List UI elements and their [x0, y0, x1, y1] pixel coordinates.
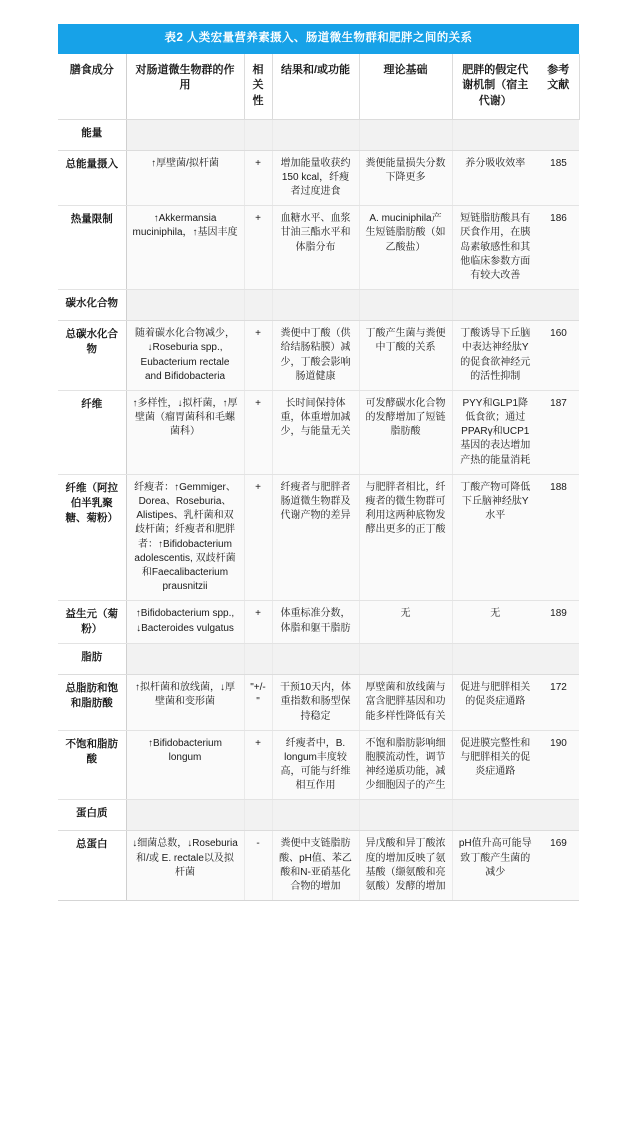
section-filler-cell: [244, 800, 272, 831]
column-header-5: 肥胖的假定代谢机制（宿主代谢）: [452, 54, 538, 119]
cell-mechanism: 丁酸诱导下丘脑中表达神经肽Y的促食欲神经元的活性抑制: [452, 321, 538, 391]
table-row: [58, 206, 579, 290]
cell-correlation: +: [244, 730, 272, 800]
cell-mechanism: 无: [452, 601, 538, 644]
section-row: [58, 290, 579, 321]
cell-reference: 186: [538, 206, 579, 290]
table-row: [58, 601, 579, 644]
column-header-2: 相关性: [244, 54, 272, 119]
section-filler-cell: [126, 290, 244, 321]
cell-component: 总能量摄入: [58, 150, 126, 206]
cell-rationale: 异戊酸和异丁酸浓度的增加反映了氨基酸（缬氨酸和亮氨酸）发酵的增加: [359, 831, 452, 901]
section-filler-cell: [538, 644, 579, 675]
cell-correlation: "+/-": [244, 675, 272, 731]
cell-correlation: +: [244, 321, 272, 391]
section-filler-cell: [244, 290, 272, 321]
cell-outcome: 血糖水平、血浆甘油三酯水平和体脂分布: [272, 206, 359, 290]
cell-effect: ↑拟杆菌和放线菌，↓厚壁菌和变形菌: [126, 675, 244, 731]
cell-outcome: 干预10天内，体重指数和肠型保持稳定: [272, 675, 359, 731]
section-label: 蛋白质: [58, 800, 126, 831]
section-label: 能量: [58, 119, 126, 150]
cell-correlation: -: [244, 831, 272, 901]
section-filler-cell: [126, 119, 244, 150]
cell-rationale: A. muciniphila产生短链脂肪酸（如乙酸盐）: [359, 206, 452, 290]
section-row: [58, 644, 579, 675]
cell-correlation: +: [244, 474, 272, 601]
cell-component: 益生元（菊粉）: [58, 601, 126, 644]
table-header-row: [58, 54, 579, 119]
table-row: [58, 675, 579, 731]
cell-correlation: +: [244, 206, 272, 290]
cell-component: 总碳水化合物: [58, 321, 126, 391]
cell-outcome: 粪便中支链脂肪酸、pH值、苯乙酸和N-亚硝基化合物的增加: [272, 831, 359, 901]
column-header-6: 参考文献: [538, 54, 579, 119]
section-filler-cell: [244, 644, 272, 675]
nutrient-microbiome-obesity-table: [58, 54, 580, 901]
cell-component: 纤维（阿拉伯半乳聚糖、菊粉）: [58, 474, 126, 601]
cell-effect: ↑Bifidobacterium longum: [126, 730, 244, 800]
table-row: [58, 831, 579, 901]
section-filler-cell: [272, 644, 359, 675]
section-row: [58, 119, 579, 150]
cell-outcome: 纤瘦者中，B. longum丰度较高，可能与纤维相互作用: [272, 730, 359, 800]
cell-mechanism: 促进膜完整性和与肥胖相关的促炎症通路: [452, 730, 538, 800]
cell-outcome: 体重标准分数，体脂和躯干脂肪: [272, 601, 359, 644]
table-row: [58, 390, 579, 474]
cell-reference: 189: [538, 601, 579, 644]
cell-mechanism: PYY和GLP1降低食欲；通过PPARγ和UCP1基因的表达增加产热的能量消耗: [452, 390, 538, 474]
cell-mechanism: 养分吸收效率: [452, 150, 538, 206]
section-filler-cell: [272, 290, 359, 321]
section-filler-cell: [126, 644, 244, 675]
section-filler-cell: [538, 800, 579, 831]
cell-mechanism: 丁酸产物可降低下丘脑神经肽Y水平: [452, 474, 538, 601]
cell-correlation: +: [244, 601, 272, 644]
cell-rationale: 厚壁菌和放线菌与富含肥胖基因和功能多样性降低有关: [359, 675, 452, 731]
section-label: 脂肪: [58, 644, 126, 675]
cell-reference: 185: [538, 150, 579, 206]
cell-effect: ↑厚壁菌/拟杆菌: [126, 150, 244, 206]
cell-component: 纤维: [58, 390, 126, 474]
cell-correlation: +: [244, 390, 272, 474]
table-row: [58, 474, 579, 601]
cell-correlation: +: [244, 150, 272, 206]
cell-outcome: 粪便中丁酸（供给结肠粘膜）减少，丁酸会影响肠道健康: [272, 321, 359, 391]
cell-reference: 187: [538, 390, 579, 474]
cell-mechanism: pH值升高可能导致丁酸产生菌的减少: [452, 831, 538, 901]
section-filler-cell: [359, 644, 452, 675]
column-header-3: 结果和/或功能: [272, 54, 359, 119]
section-filler-cell: [452, 119, 538, 150]
cell-reference: 160: [538, 321, 579, 391]
table-row: [58, 150, 579, 206]
column-header-1: 对肠道微生物群的作用: [126, 54, 244, 119]
cell-component: 热量限制: [58, 206, 126, 290]
cell-outcome: 长时间保持体重，体重增加减少，与能量无关: [272, 390, 359, 474]
cell-outcome: 增加能量收获约150 kcal，纤瘦者过度进食: [272, 150, 359, 206]
section-filler-cell: [359, 119, 452, 150]
section-filler-cell: [359, 800, 452, 831]
column-header-0: 膳食成分: [58, 54, 126, 119]
cell-effect: ↑Bifidobacterium spp., ↓Bacteroides vulgatus: [126, 601, 244, 644]
cell-effect: 纤瘦者：↑Gemmiger、Dorea、Roseburia、Alistipes、乳杆菌和双歧杆菌；纤瘦者和肥胖者：↑Bifidobacterium adolescentis, 双歧杆菌和Faecalibacterium prausnitzii: [126, 474, 244, 601]
section-filler-cell: [452, 290, 538, 321]
section-filler-cell: [452, 644, 538, 675]
section-filler-cell: [452, 800, 538, 831]
section-filler-cell: [244, 119, 272, 150]
cell-reference: 190: [538, 730, 579, 800]
cell-reference: 188: [538, 474, 579, 601]
section-filler-cell: [359, 290, 452, 321]
cell-effect: 随着碳水化合物减少，↓Roseburia spp., Eubacterium rectale and Bifidobacteria: [126, 321, 244, 391]
cell-effect: ↑Akkermansia muciniphila，↑基因丰度: [126, 206, 244, 290]
section-filler-cell: [538, 119, 579, 150]
cell-outcome: 纤瘦者与肥胖者肠道微生物群及代谢产物的差异: [272, 474, 359, 601]
cell-rationale: 与肥胖者相比，纤瘦者的微生物群可利用这两种底物发酵出更多的正丁酸: [359, 474, 452, 601]
table-caption: 表2 人类宏量营养素摄入、肠道微生物群和肥胖之间的关系: [58, 24, 579, 54]
table-container: [58, 24, 579, 901]
section-filler-cell: [126, 800, 244, 831]
cell-rationale: 无: [359, 601, 452, 644]
cell-rationale: 可发酵碳水化合物的发酵增加了短链脂肪酸: [359, 390, 452, 474]
cell-effect: ↓细菌总数，↓Roseburia和/或 E. rectale以及拟杆菌: [126, 831, 244, 901]
table-row: [58, 730, 579, 800]
section-filler-cell: [272, 800, 359, 831]
cell-component: 总脂肪和饱和脂肪酸: [58, 675, 126, 731]
section-filler-cell: [272, 119, 359, 150]
table-row: [58, 321, 579, 391]
cell-effect: ↑多样性，↓拟杆菌，↑厚壁菌（瘤胃菌科和毛螺菌科）: [126, 390, 244, 474]
cell-component: 总蛋白: [58, 831, 126, 901]
section-row: [58, 800, 579, 831]
column-header-4: 理论基础: [359, 54, 452, 119]
section-label: 碳水化合物: [58, 290, 126, 321]
cell-reference: 169: [538, 831, 579, 901]
cell-mechanism: 促进与肥胖相关的促炎症通路: [452, 675, 538, 731]
cell-rationale: 丁酸产生菌与粪便中丁酸的关系: [359, 321, 452, 391]
cell-rationale: 不饱和脂肪影响细胞膜流动性，调节神经递质功能，减少细胞因子的产生: [359, 730, 452, 800]
table-body: [58, 54, 579, 901]
cell-reference: 172: [538, 675, 579, 731]
cell-component: 不饱和脂肪酸: [58, 730, 126, 800]
cell-mechanism: 短链脂肪酸具有厌食作用，在胰岛素敏感性和其他临床参数方面有较大改善: [452, 206, 538, 290]
section-filler-cell: [538, 290, 579, 321]
cell-rationale: 粪便能量损失分数下降更多: [359, 150, 452, 206]
